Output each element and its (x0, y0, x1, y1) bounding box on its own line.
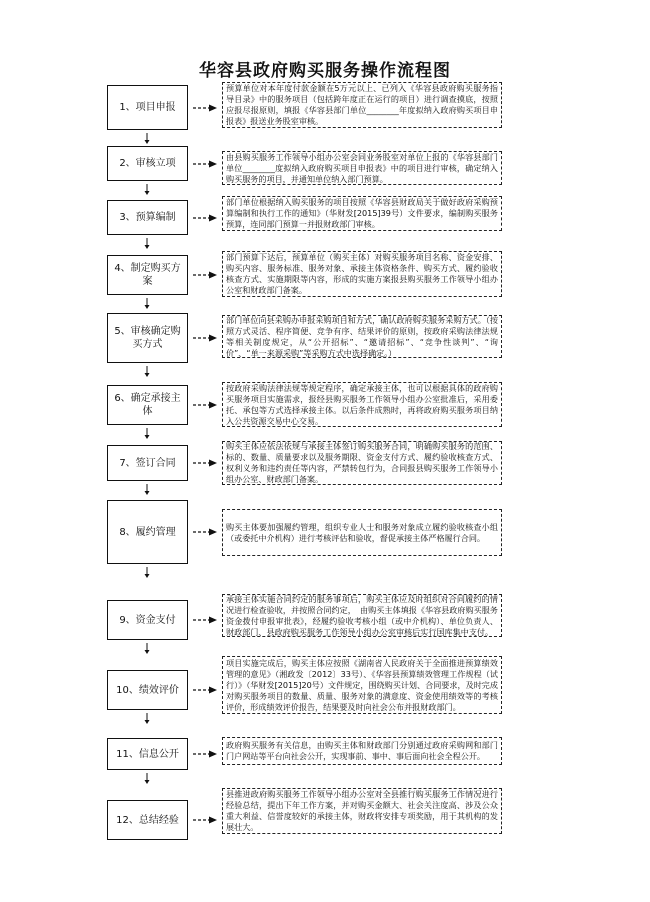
arrow-down-icon (143, 567, 151, 579)
step-description (222, 594, 502, 637)
step-description (222, 737, 502, 765)
step-description (222, 151, 502, 185)
arrow-right-icon (193, 334, 217, 342)
arrow-down-icon (143, 133, 151, 145)
description-text: 由县购买服务工作领导小组办公室会同业务股室对单位上报的《华容县部门单位________度拟纳入政府购买项目申报表》中的项目进行审核，确定纳入购买服务的项目，并通知单位纳入部门预算。 (226, 151, 498, 184)
step-description (222, 315, 502, 358)
arrow-right-icon (193, 401, 217, 409)
arrow-down-icon (143, 428, 151, 440)
arrow-right-icon (193, 214, 217, 222)
step-description (222, 656, 502, 714)
arrow-down-icon (143, 484, 151, 496)
arrow-right-icon (193, 686, 217, 694)
description-text: 承接主体实施合同约定的服务事项后，购买主体应及时组织对合同履约的情况进行检查验收，并按照合同约定， 由购买主体填报《华容县政府购买服务资金拨付申报审批表》，经履约验收考核小组（或中介机构）、单位负责人、财政部门、县政府购买服务工作领导小组办公室审核后实行国库集中支付。 (226, 593, 498, 637)
arrow-right-icon (193, 816, 217, 824)
arrow-right-icon (193, 271, 217, 279)
step-box: 10、绩效评价 (107, 670, 188, 710)
description-text: 按政府采购法律法规等规定程序，确定承接主体，也可以根据具体的政府购买服务项目实施需求，报经县购买服务工作领导小组办公室批准后，采用委托、承包等方式选择承接主体。以后条件成熟时，再将政府购买服务项目纳入公共资源交易中心交易。 (226, 382, 498, 426)
arrow-down-icon (143, 713, 151, 725)
step-description (222, 196, 502, 231)
description-text: 购买主体要加强履约管理，组织专业人士和服务对象成立履约验收核查小组（或委托中介机构）进行考核评估和验收，督促承接主体严格履行合同。 (226, 521, 498, 543)
step-box: 9、资金支付 (107, 600, 188, 640)
description-text: 部门单位根据纳入购买服务的项目按照《华容县财政局关于做好政府采购预算编制和执行工作的通知》（华财发[2015]39号）文件要求，编制购买服务预算，连同部门预算一并报财政部门审核。 (226, 197, 498, 229)
arrow-right-icon (193, 750, 217, 758)
arrow-right-icon (193, 528, 217, 536)
step-description (222, 441, 502, 485)
step-box: 5、审核确定购买方式 (107, 313, 188, 363)
arrow-right-icon (193, 459, 217, 467)
arrow-down-icon (143, 773, 151, 785)
step-box: 2、审核立项 (107, 146, 188, 181)
arrow-right-icon (193, 104, 217, 112)
step-description (222, 82, 502, 128)
description-text: 部门预算下达后，预算单位（购买主体）对购买服务项目名称、资金安排、购买内容、服务标准、服务对象、承接主体资格条件、购买方式、履约验收核查方式、实施期限等内容，形成的实施方案报县购买服务工作领导小组办公室和财政部门备案。 (226, 252, 498, 295)
page-title: 华容县政府购买服务操作流程图 (199, 61, 451, 81)
step-box: 6、确定承接主体 (107, 385, 188, 425)
step-box: 8、履约管理 (107, 500, 188, 564)
description-text: 项目实施完成后，购买主体应按照《湖南省人民政府关于全面推进预算绩效管理的意见》（湘政发〔2012〕33号）、《华容县预算绩效管理工作规程（试行）》（华财发[2015]20号）文件规定，围绕购买计划、合同要求，及时完成对购买服务项目的数量、质量、服务对象的满意度、资金使用绩效等的考核评价，形成绩效评价报告，结果要及时向社会公布并报财政部门。 (226, 657, 498, 712)
arrow-down-icon (143, 184, 151, 196)
arrow-down-icon (143, 238, 151, 250)
description-text: 预算单位对本年度付款金额在5万元以上、已列入《华容县政府购买服务指导目录》中的服务项目（包括跨年度正在运行的项目）进行调查摸底，按照应报尽报原则，填报《华容县部门单位________年度拟纳入政府购买项目申报表》报送业务股室审核。 (226, 83, 498, 126)
step-box: 12、总结经验 (107, 800, 188, 840)
step-box: 7、签订合同 (107, 445, 188, 481)
step-description (222, 382, 502, 427)
arrow-right-icon (193, 160, 217, 168)
arrow-down-icon (143, 366, 151, 378)
arrow-down-icon (143, 643, 151, 655)
arrow-down-icon (143, 298, 151, 310)
step-description (222, 509, 502, 556)
description-text: 县推进政府购买服务工作领导小组办公室对全县推行购买服务工作情况进行经验总结，提出下年工作方案，并对购买金额大、社会关注度高、涉及公众重大利益、信誉度较好的承接主体，财政将安排专项奖励，用于其机构的发展壮大。 (226, 789, 498, 832)
description-text: 政府购买服务有关信息，由购买主体和财政部门分别通过政府采购网和部门门户网站等平台向社会公开，实现事前、事中、事后面向社会全程公开。 (226, 740, 498, 761)
step-box: 1、项目申报 (107, 85, 188, 130)
step-box: 11、信息公开 (107, 738, 188, 770)
description-text: 购买主体应依法依规与承接主体签订购买服务合同，明确购买服务的范围、标的、数量、质量要求以及服务期限、资金支付方式、履约验收核查方式、权利义务和违约责任等内容，严禁转包行为，合同报县购买服务工作领导小组办公室、财政部门备案。 (226, 441, 498, 484)
arrow-right-icon (193, 616, 217, 624)
step-box: 3、预算编制 (107, 200, 188, 235)
step-box: 4、制定购买方案 (107, 255, 188, 295)
step-description (222, 788, 502, 834)
description-text: 部门单位向县采购办申报采购项目和方式，确认政府购买服务采购方式。（按照方式灵活、程序简便、竞争有序、结果评价的原则，按政府采购法律法规等相关制度规定，从“公开招标”、“邀请招标”、“竞争性谈判”、“询价”、“单一来源采购”等采购方式中选择确定。） (226, 314, 498, 358)
step-description (222, 251, 502, 297)
